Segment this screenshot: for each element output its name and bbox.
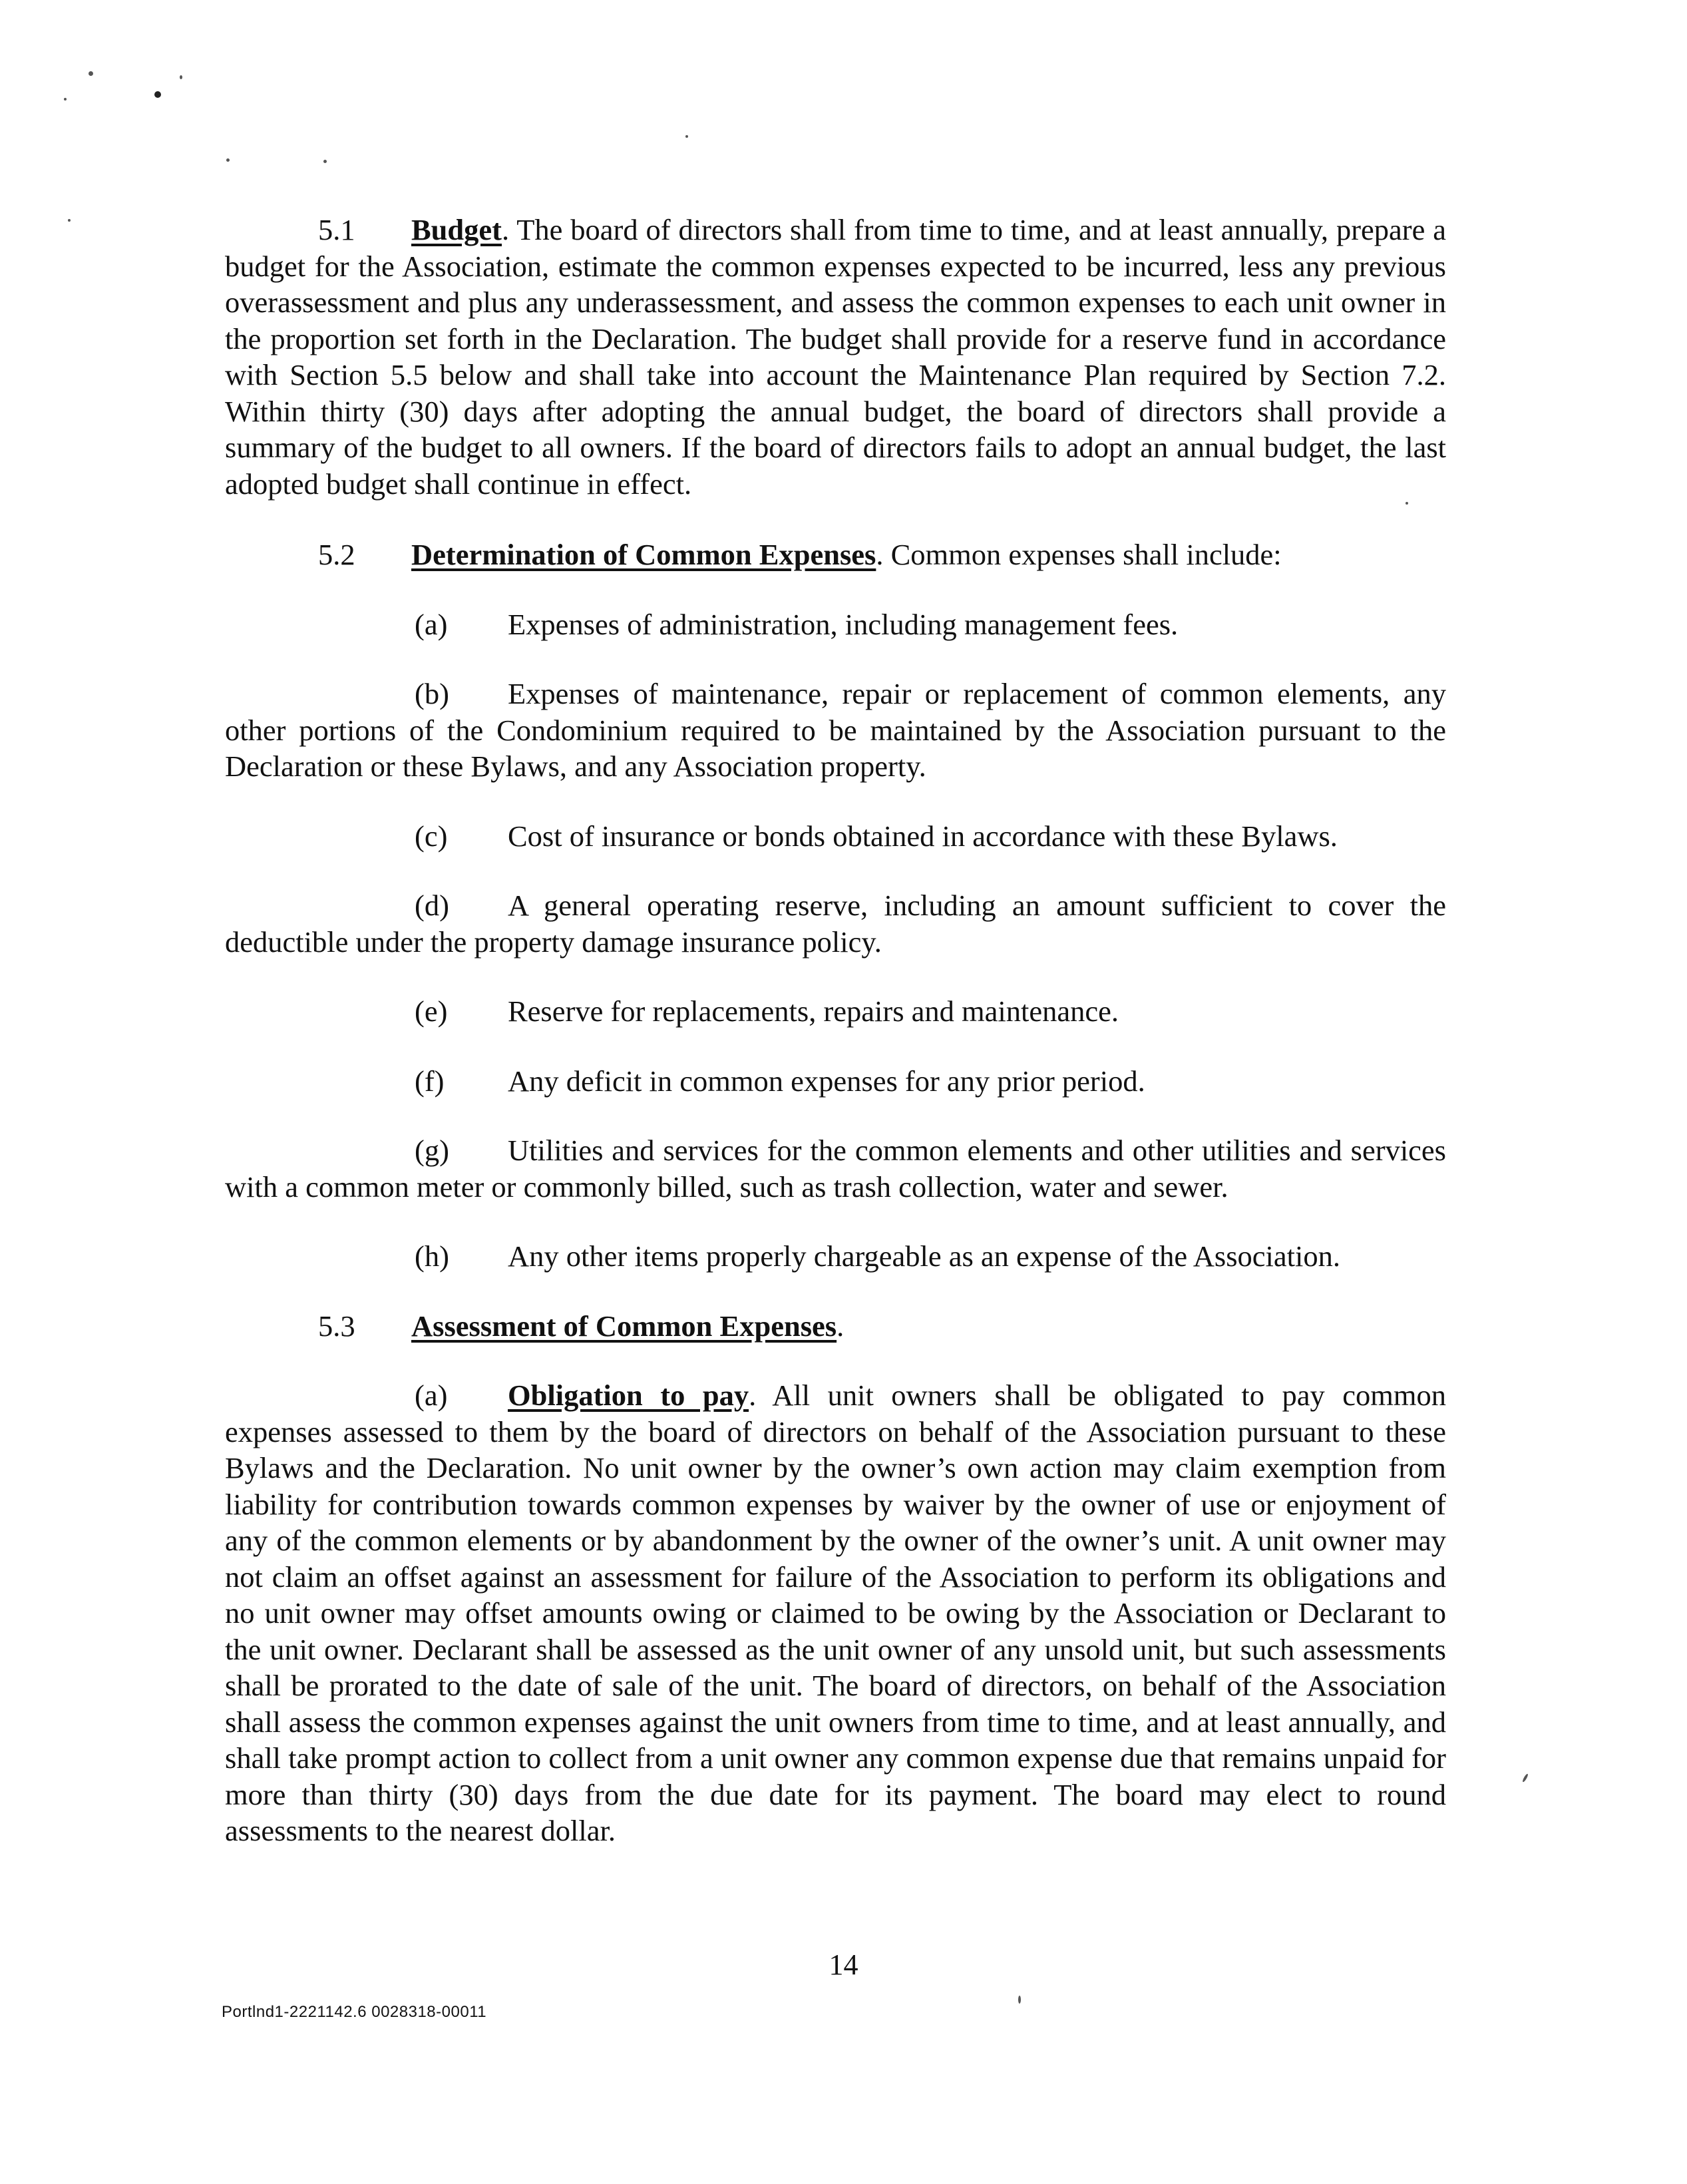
- section-text: .: [837, 1309, 844, 1343]
- section-heading: Assessment of Common Expenses: [411, 1309, 837, 1343]
- scan-speck: [685, 135, 688, 138]
- list-item-5-2-f: [415, 1063, 1446, 1100]
- section-5-1: [225, 212, 1446, 502]
- section-text: . The board of directors shall from time to time, and at least annually, prepare a budget for the Association, estimate the common expenses expected to be incurred, less any previous overassessment and plus any underassessment, and assess the common expenses to each unit owner in the proportion set forth in the Declaration. The budget shall provide for a reserve fund in accordance with Section 5.5 below and shall take into account the Maintenance Plan required by Section 7.2. Within thirty (30) days after adopting the annual budget, the board of directors shall provide a summary of the budget to all owners. If the board of directors fails to adopt an annual budget, the last adopted budget shall continue in effect.: [225, 213, 1446, 501]
- list-item-5-2-a: [415, 606, 1446, 643]
- item-text: Cost of insurance or bonds obtained in accordance with these Bylaws.: [508, 819, 1338, 853]
- scan-speck: [1522, 1773, 1529, 1783]
- item-text: . All unit owners shall be obligated to pay common expenses assessed to them by the board of directors on behalf of the Association pursuant to these Bylaws and the Declaration. No unit owner by the owner’s own action may claim exemption from liability for contribution towards common expenses by waiver by the owner of use or enjoyment of any of the common elements or by abandonment by the owner of the owner’s unit. A unit owner may not claim an offset against an assessment for failure of the Association to perform its obligations and no unit owner may offset amounts owing or claimed to be owing by the Association or Declarant to the unit owner. Declarant shall be assessed as the unit owner of any unsold unit, but such assessments shall be prorated to the date of sale of the unit. The board of directors, on behalf of the Association shall assess the common expenses against the unit owners from time to time, and at least annually, and shall take prompt action to collect from a unit owner any common expense due that remains unpaid for more than thirty (30) days from the due date for its payment. The board may elect to round assessments to the nearest dollar.: [225, 1379, 1446, 1847]
- list-item-5-3-a: [225, 1377, 1446, 1849]
- list-item-5-2-g: [225, 1132, 1446, 1205]
- section-number: 5.3: [318, 1309, 355, 1343]
- section-5-2: [225, 537, 1446, 573]
- item-label: (c): [415, 819, 448, 853]
- item-label: (g): [415, 1134, 449, 1167]
- section-heading: Budget: [411, 213, 502, 246]
- item-label: (d): [415, 889, 449, 922]
- section-heading: Determination of Common Expenses: [411, 538, 876, 571]
- scan-speck: [68, 219, 71, 222]
- document-id: Portlnd1-2221142.6 0028318-00011: [222, 2003, 487, 2021]
- item-label: (a): [415, 1379, 448, 1412]
- document-body: [225, 212, 1446, 1849]
- scan-speck: [323, 160, 327, 163]
- scan-speck: [1018, 1996, 1021, 2004]
- scan-speck: [226, 158, 230, 162]
- scan-speck: [64, 98, 67, 101]
- item-label: (f): [415, 1064, 445, 1098]
- item-text: Any other items properly chargeable as an expense of the Association.: [508, 1239, 1340, 1273]
- list-item-5-2-b: [225, 676, 1446, 785]
- list-item-5-2-c: [415, 818, 1446, 855]
- page-number: 14: [829, 1948, 858, 1981]
- item-text: Expenses of maintenance, repair or replacement of common elements, any other portions of the Condominium required to be maintained by the Association pursuant to the Declaration or these Bylaws, and any Association property.: [225, 677, 1446, 783]
- section-text: . Common expenses shall include:: [876, 538, 1282, 571]
- item-label: (a): [415, 607, 448, 641]
- section-number: 5.2: [318, 538, 355, 571]
- item-label: (e): [415, 994, 448, 1028]
- item-heading: Obligation to pay: [508, 1379, 749, 1412]
- section-5-3: [225, 1308, 1446, 1345]
- section-number: 5.1: [318, 213, 355, 246]
- item-text: Any deficit in common expenses for any prior period.: [508, 1064, 1145, 1098]
- scan-speck: [180, 75, 182, 79]
- item-text: Expenses of administration, including management fees.: [508, 607, 1179, 641]
- list-item-5-2-d: [225, 887, 1446, 960]
- scan-speck: [89, 71, 93, 76]
- item-text: A general operating reserve, including an amount sufficient to cover the deductible under the property damage insurance policy.: [225, 889, 1446, 959]
- item-text: Utilities and services for the common elements and other utilities and services with a common meter or commonly billed, such as trash collection, water and sewer.: [225, 1134, 1446, 1203]
- item-label: (b): [415, 677, 449, 710]
- item-label: (h): [415, 1239, 449, 1273]
- list-item-5-2-e: [415, 993, 1446, 1030]
- item-text: Reserve for replacements, repairs and maintenance.: [508, 994, 1119, 1028]
- list-item-5-2-h: [415, 1238, 1446, 1275]
- scan-speck: [154, 91, 161, 98]
